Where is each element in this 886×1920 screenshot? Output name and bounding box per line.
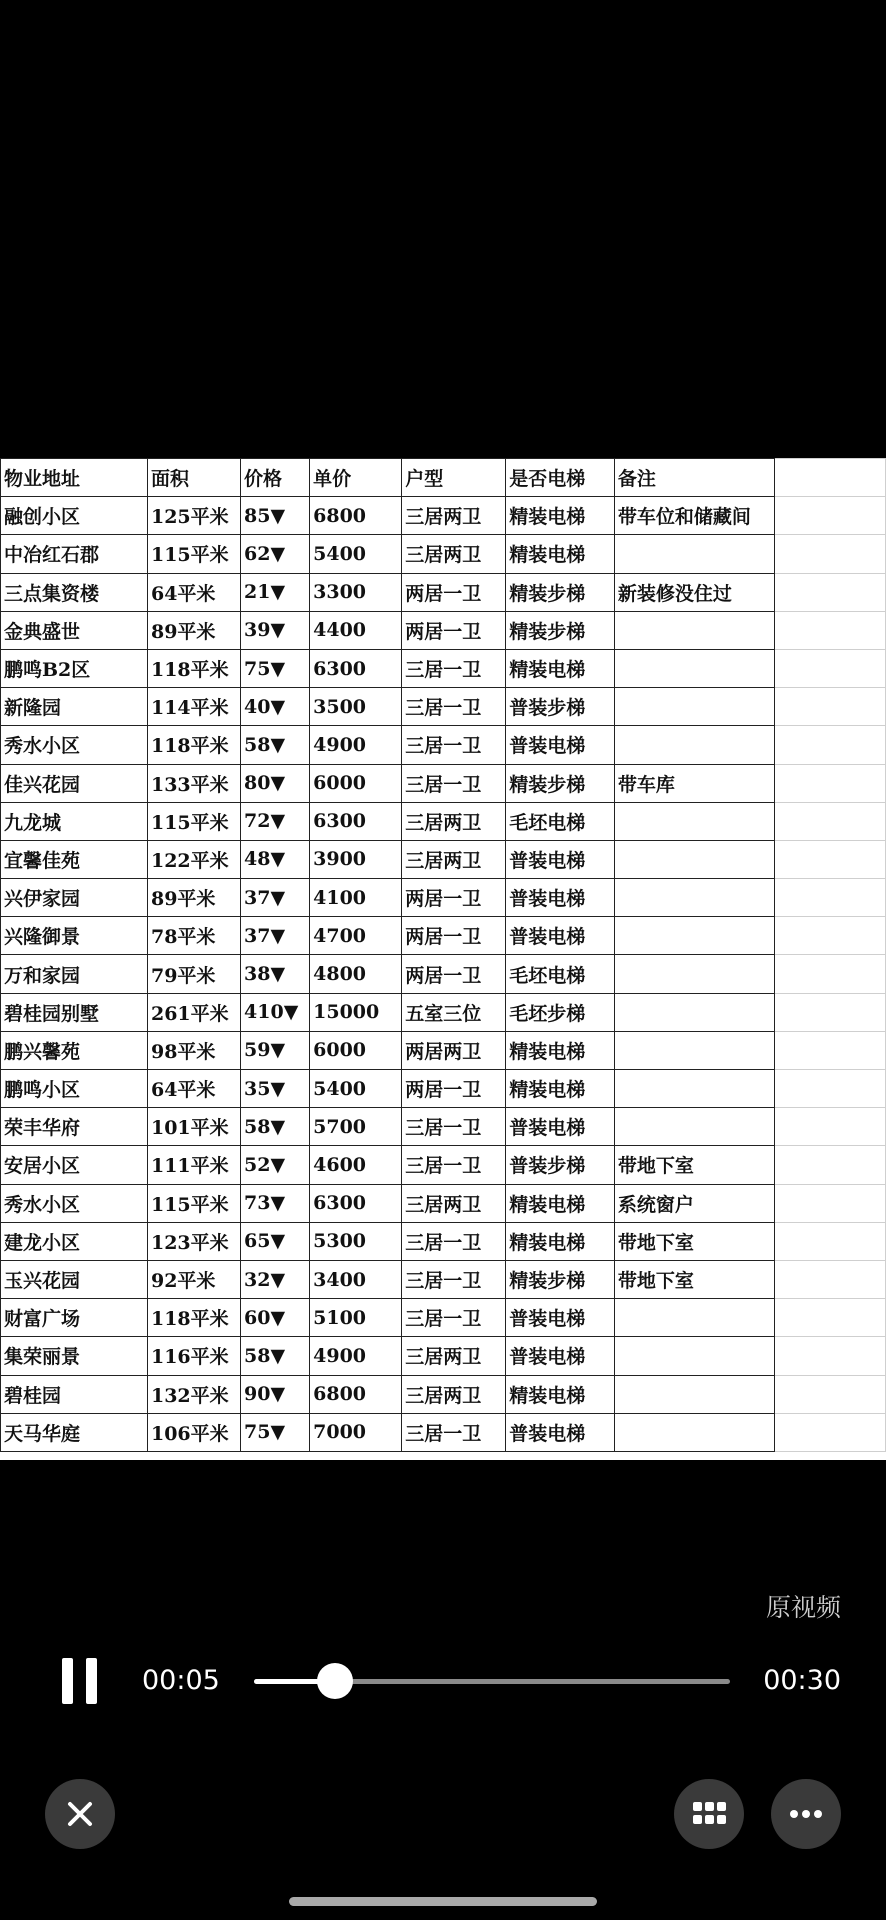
table-cell: 5100	[310, 1299, 402, 1337]
table-cell: 5700	[310, 1108, 402, 1146]
table-cell: 精装电梯	[506, 497, 615, 535]
table-cell: 6800	[310, 1375, 402, 1413]
table-empty-cell	[774, 879, 885, 917]
table-cell: 三居两卫	[402, 802, 506, 840]
table-cell: 三居两卫	[402, 840, 506, 878]
table-cell	[614, 1299, 774, 1337]
table-empty-cell	[774, 1146, 885, 1184]
table-cell: 宜馨佳苑	[1, 840, 148, 878]
more-button[interactable]	[771, 1779, 841, 1849]
table-cell: 4100	[310, 879, 402, 917]
table-cell: 132平米	[147, 1375, 240, 1413]
table-row	[1, 879, 886, 917]
table-cell: 39▼	[241, 611, 310, 649]
table-empty-cell	[774, 1413, 885, 1451]
table-cell: 5400	[310, 535, 402, 573]
table-cell: 6300	[310, 1184, 402, 1222]
table-cell: 78平米	[147, 917, 240, 955]
table-cell: 101平米	[147, 1108, 240, 1146]
table-cell	[614, 1413, 774, 1451]
more-icon	[771, 1779, 841, 1849]
table-cell: 4800	[310, 955, 402, 993]
table-cell: 毛坯电梯	[506, 802, 615, 840]
table-cell: 37▼	[241, 879, 310, 917]
table-cell: 普装电梯	[506, 726, 615, 764]
table-empty-cell	[774, 1222, 885, 1260]
table-cell: 九龙城	[1, 802, 148, 840]
table-cell: 64平米	[147, 573, 240, 611]
table-cell: 90▼	[241, 1375, 310, 1413]
table-row	[1, 688, 886, 726]
table-row	[1, 917, 886, 955]
table-empty-cell	[774, 535, 885, 573]
table-cell	[614, 917, 774, 955]
table-cell: 安居小区	[1, 1146, 148, 1184]
table-cell: 73▼	[241, 1184, 310, 1222]
table-cell: 65▼	[241, 1222, 310, 1260]
table-cell: 98平米	[147, 1031, 240, 1069]
table-cell	[614, 879, 774, 917]
table-cell	[614, 688, 774, 726]
table-empty-cell	[774, 1184, 885, 1222]
table-empty-cell	[774, 573, 885, 611]
table-cell: 普装电梯	[506, 879, 615, 917]
table-cell: 3300	[310, 573, 402, 611]
table-cell: 普装电梯	[506, 1337, 615, 1375]
grid-button[interactable]	[674, 1779, 744, 1849]
table-cell: 89平米	[147, 611, 240, 649]
table-cell: 32▼	[241, 1260, 310, 1298]
table-cell: 三点集资楼	[1, 573, 148, 611]
table-row	[1, 726, 886, 764]
table-cell: 新隆园	[1, 688, 148, 726]
pause-icon-bar	[86, 1658, 97, 1704]
pause-button[interactable]	[60, 1658, 100, 1704]
table-cell	[614, 993, 774, 1031]
table-empty-cell	[774, 726, 885, 764]
table-row	[1, 1184, 886, 1222]
table-empty-cell	[774, 459, 885, 497]
table-cell: 三居一卫	[402, 764, 506, 802]
table-row	[1, 764, 886, 802]
pause-icon	[62, 1658, 73, 1704]
table-cell: 带地下室	[614, 1222, 774, 1260]
close-button[interactable]	[45, 1779, 115, 1849]
table-cell: 4900	[310, 726, 402, 764]
table-cell: 普装电梯	[506, 1299, 615, 1337]
table-cell: 3900	[310, 840, 402, 878]
table-cell: 新装修没住过	[614, 573, 774, 611]
table-cell: 三居一卫	[402, 726, 506, 764]
table-cell: 中冶红石郡	[1, 535, 148, 573]
table-cell: 普装电梯	[506, 1413, 615, 1451]
home-indicator[interactable]	[289, 1897, 597, 1906]
table-cell: 133平米	[147, 764, 240, 802]
table-cell: 兴隆御景	[1, 917, 148, 955]
table-row	[1, 649, 886, 687]
table-empty-cell	[774, 1337, 885, 1375]
table-cell: 建龙小区	[1, 1222, 148, 1260]
close-icon	[45, 1779, 115, 1849]
source-video-button[interactable]: 原视频	[765, 1593, 841, 1622]
table-cell: 116平米	[147, 1337, 240, 1375]
table-cell: 118平米	[147, 649, 240, 687]
table-cell: 佳兴花园	[1, 764, 148, 802]
table-cell	[614, 535, 774, 573]
table-cell: 普装步梯	[506, 688, 615, 726]
table-cell: 4400	[310, 611, 402, 649]
table-cell: 6300	[310, 649, 402, 687]
table-empty-cell	[774, 840, 885, 878]
table-cell: 三居两卫	[402, 1184, 506, 1222]
table-row	[1, 1413, 886, 1451]
table-cell: 财富广场	[1, 1299, 148, 1337]
table-cell: 三居两卫	[402, 535, 506, 573]
table-cell: 三居一卫	[402, 1222, 506, 1260]
table-cell: 75▼	[241, 1413, 310, 1451]
table-header-cell: 物业地址	[1, 459, 148, 497]
table-cell: 21▼	[241, 573, 310, 611]
table-cell	[614, 1337, 774, 1375]
table-cell	[614, 840, 774, 878]
table-cell: 125平米	[147, 497, 240, 535]
table-row	[1, 1031, 886, 1069]
table-empty-cell	[774, 1375, 885, 1413]
table-cell: 6000	[310, 1031, 402, 1069]
table-cell: 三居一卫	[402, 688, 506, 726]
table-row	[1, 1375, 886, 1413]
table-row	[1, 1222, 886, 1260]
table-empty-cell	[774, 917, 885, 955]
table-cell: 115平米	[147, 1184, 240, 1222]
table-empty-cell	[774, 764, 885, 802]
table-cell: 秀水小区	[1, 1184, 148, 1222]
table-cell: 114平米	[147, 688, 240, 726]
table-empty-cell	[774, 497, 885, 535]
table-cell: 玉兴花园	[1, 1260, 148, 1298]
table-empty-cell	[774, 993, 885, 1031]
table-cell: 荣丰华府	[1, 1108, 148, 1146]
table-cell: 三居一卫	[402, 649, 506, 687]
table-cell: 普装电梯	[506, 1108, 615, 1146]
table-cell: 58▼	[241, 726, 310, 764]
table-cell: 系统窗户	[614, 1184, 774, 1222]
table-row	[1, 840, 886, 878]
table-cell: 40▼	[241, 688, 310, 726]
table-empty-cell	[774, 688, 885, 726]
table-cell: 118平米	[147, 726, 240, 764]
table-cell	[614, 955, 774, 993]
table-cell: 兴伊家园	[1, 879, 148, 917]
table-cell: 鹏鸣小区	[1, 1070, 148, 1108]
table-cell: 52▼	[241, 1146, 310, 1184]
table-header-cell: 户型	[402, 459, 506, 497]
table-cell: 6800	[310, 497, 402, 535]
table-cell: 60▼	[241, 1299, 310, 1337]
table-cell: 精装步梯	[506, 764, 615, 802]
table-row	[1, 611, 886, 649]
table-cell: 48▼	[241, 840, 310, 878]
table-cell: 58▼	[241, 1108, 310, 1146]
table-cell: 普装步梯	[506, 1146, 615, 1184]
table-cell: 59▼	[241, 1031, 310, 1069]
table-cell: 精装步梯	[506, 573, 615, 611]
table-cell	[614, 649, 774, 687]
table-cell: 两居一卫	[402, 879, 506, 917]
table-cell: 普装电梯	[506, 840, 615, 878]
table-cell: 72▼	[241, 802, 310, 840]
table-cell	[614, 1375, 774, 1413]
table-cell: 三居一卫	[402, 1413, 506, 1451]
table-cell: 92平米	[147, 1260, 240, 1298]
table-cell: 两居一卫	[402, 611, 506, 649]
table-cell: 4900	[310, 1337, 402, 1375]
progress-thumb[interactable]	[317, 1663, 353, 1699]
table-cell: 鹏兴馨苑	[1, 1031, 148, 1069]
table-cell: 精装电梯	[506, 1222, 615, 1260]
table-cell: 89平米	[147, 879, 240, 917]
table-cell: 带车位和储藏间	[614, 497, 774, 535]
table-cell: 115平米	[147, 802, 240, 840]
table-header-cell: 是否电梯	[506, 459, 615, 497]
table-empty-cell	[774, 1260, 885, 1298]
table-cell: 集荣丽景	[1, 1337, 148, 1375]
table-row	[1, 1299, 886, 1337]
table-cell: 62▼	[241, 535, 310, 573]
table-cell: 带车库	[614, 764, 774, 802]
table-row	[1, 1260, 886, 1298]
grid-icon	[674, 1779, 744, 1849]
table-cell: 三居一卫	[402, 1146, 506, 1184]
table-cell: 三居一卫	[402, 1299, 506, 1337]
table-empty-cell	[774, 611, 885, 649]
current-time: 00:05	[142, 1665, 220, 1696]
table-cell: 58▼	[241, 1337, 310, 1375]
table-cell: 118平米	[147, 1299, 240, 1337]
table-cell: 410▼	[241, 993, 310, 1031]
table-cell: 123平米	[147, 1222, 240, 1260]
table-header-cell: 价格	[241, 459, 310, 497]
table-row	[1, 955, 886, 993]
table-cell	[614, 1108, 774, 1146]
table-empty-cell	[774, 1108, 885, 1146]
progress-slider[interactable]	[254, 1679, 730, 1684]
table-cell: 两居两卫	[402, 1031, 506, 1069]
table-cell: 三居两卫	[402, 1337, 506, 1375]
table-cell: 3500	[310, 688, 402, 726]
table-cell: 天马华庭	[1, 1413, 148, 1451]
frame-bottom-edge	[0, 1454, 886, 1460]
table-cell: 261平米	[147, 993, 240, 1031]
table-cell: 三居一卫	[402, 1260, 506, 1298]
table-cell: 毛坯步梯	[506, 993, 615, 1031]
table-header-cell: 备注	[614, 459, 774, 497]
table-cell: 带地下室	[614, 1146, 774, 1184]
table-cell: 两居一卫	[402, 1070, 506, 1108]
table-cell: 三居两卫	[402, 1375, 506, 1413]
table-header-row	[1, 459, 886, 497]
table-cell: 115平米	[147, 535, 240, 573]
table-cell: 精装步梯	[506, 611, 615, 649]
table-cell: 85▼	[241, 497, 310, 535]
table-header-cell: 单价	[310, 459, 402, 497]
table-cell: 毛坯电梯	[506, 955, 615, 993]
table-empty-cell	[774, 649, 885, 687]
table-cell: 两居一卫	[402, 573, 506, 611]
table-cell: 精装步梯	[506, 1260, 615, 1298]
table-cell: 111平米	[147, 1146, 240, 1184]
table-row	[1, 1337, 886, 1375]
table-cell: 15000	[310, 993, 402, 1031]
table-empty-cell	[774, 1299, 885, 1337]
table-cell: 带地下室	[614, 1260, 774, 1298]
table-cell	[614, 1070, 774, 1108]
table-cell: 64平米	[147, 1070, 240, 1108]
table-cell: 6300	[310, 802, 402, 840]
table-cell: 精装电梯	[506, 1184, 615, 1222]
table-empty-cell	[774, 955, 885, 993]
table-cell: 鹏鸣B2区	[1, 649, 148, 687]
table-cell: 碧桂园	[1, 1375, 148, 1413]
table-cell: 4600	[310, 1146, 402, 1184]
table-empty-cell	[774, 1070, 885, 1108]
table-cell: 122平米	[147, 840, 240, 878]
table-cell	[614, 1031, 774, 1069]
table-cell: 普装电梯	[506, 917, 615, 955]
video-frame[interactable]	[0, 458, 886, 1460]
table-cell	[614, 726, 774, 764]
table-cell: 4700	[310, 917, 402, 955]
table-row	[1, 573, 886, 611]
table-row	[1, 497, 886, 535]
table-row	[1, 1070, 886, 1108]
table-cell: 3400	[310, 1260, 402, 1298]
table-row	[1, 993, 886, 1031]
table-row	[1, 1108, 886, 1146]
table-cell	[614, 802, 774, 840]
table-cell: 精装电梯	[506, 1031, 615, 1069]
table-cell: 万和家园	[1, 955, 148, 993]
table-cell: 37▼	[241, 917, 310, 955]
table-cell: 金典盛世	[1, 611, 148, 649]
table-cell: 五室三位	[402, 993, 506, 1031]
table-row	[1, 1146, 886, 1184]
table-cell: 精装电梯	[506, 535, 615, 573]
total-time: 00:30	[763, 1665, 841, 1696]
table-cell: 6000	[310, 764, 402, 802]
table-header-cell: 面积	[147, 459, 240, 497]
table-cell: 两居一卫	[402, 917, 506, 955]
table-cell: 80▼	[241, 764, 310, 802]
table-cell: 106平米	[147, 1413, 240, 1451]
table-cell: 碧桂园别墅	[1, 993, 148, 1031]
table-cell: 三居一卫	[402, 1108, 506, 1146]
table-cell: 精装电梯	[506, 1070, 615, 1108]
table-cell: 35▼	[241, 1070, 310, 1108]
table-cell: 三居两卫	[402, 497, 506, 535]
table-row	[1, 535, 886, 573]
spreadsheet-table	[0, 458, 886, 1452]
table-cell	[614, 611, 774, 649]
table-cell: 5300	[310, 1222, 402, 1260]
table-empty-cell	[774, 1031, 885, 1069]
table-cell: 75▼	[241, 649, 310, 687]
table-empty-cell	[774, 802, 885, 840]
table-cell: 7000	[310, 1413, 402, 1451]
table-cell: 两居一卫	[402, 955, 506, 993]
table-row	[1, 802, 886, 840]
table-cell: 79平米	[147, 955, 240, 993]
table-cell: 融创小区	[1, 497, 148, 535]
table-cell: 精装电梯	[506, 1375, 615, 1413]
table-cell: 秀水小区	[1, 726, 148, 764]
table-cell: 38▼	[241, 955, 310, 993]
table-cell: 精装电梯	[506, 649, 615, 687]
table-cell: 5400	[310, 1070, 402, 1108]
